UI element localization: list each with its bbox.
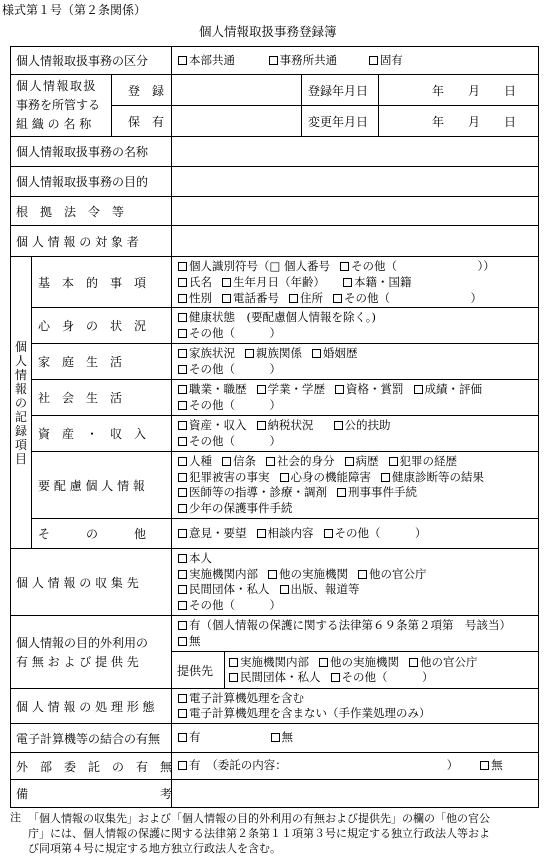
checkbox[interactable] — [333, 294, 342, 303]
option: 職業・職歴 — [189, 382, 247, 396]
purpose-out-label-line: 個人情報の目的外利用の — [16, 636, 149, 650]
basic-label: 基 本 的 事 項 — [38, 275, 147, 290]
option: 相談内容 — [267, 525, 314, 540]
other-options — [172, 519, 538, 548]
checkbox[interactable] — [280, 473, 289, 482]
provide-options — [225, 652, 538, 688]
vchar: 報 — [14, 382, 27, 396]
option: 他の実施機関 — [330, 654, 399, 669]
checkbox[interactable] — [269, 56, 278, 65]
option-honbu: 本部共通 — [189, 52, 235, 67]
mind-options — [172, 308, 538, 343]
option: 有（個人情報の保護に関する法律第６９条第２項第 号該当） — [189, 618, 511, 632]
checkbox[interactable] — [340, 262, 349, 271]
option: 電話番号 — [233, 291, 279, 305]
option: その他（ ） — [334, 525, 427, 540]
footnote-line: 「個人情報の収集先」および「個人情報の目的外利用の有無および提供先」の欄の「他の官公 — [28, 812, 490, 825]
vchar: 目 — [14, 452, 27, 466]
assets-label: 資 産 ・ 収 入 — [38, 427, 147, 441]
vchar: 情 — [14, 368, 27, 382]
option: その他（ ） — [189, 325, 281, 340]
checkbox[interactable] — [229, 658, 238, 667]
checkbox[interactable] — [178, 733, 187, 742]
option: 無 — [189, 633, 201, 648]
option: 実施機関内部 — [189, 566, 258, 581]
option: 心身の機能障害 — [290, 469, 371, 484]
checkbox[interactable] — [312, 349, 321, 358]
checkbox[interactable] — [245, 349, 254, 358]
checkbox[interactable] — [178, 457, 187, 466]
checkbox[interactable] — [222, 457, 231, 466]
checkbox[interactable] — [331, 673, 340, 682]
option: 電子計算機処理を含まない（手作業処理のみ） — [189, 706, 431, 720]
checkbox[interactable] — [178, 694, 187, 703]
option: その他（ ） — [189, 361, 281, 376]
option: その他（ ） — [189, 433, 281, 448]
checkbox[interactable] — [178, 56, 187, 65]
checkbox[interactable] — [178, 437, 187, 446]
checkbox[interactable] — [178, 529, 187, 538]
link-options — [172, 724, 538, 752]
option: 学業・学歴 — [267, 382, 325, 396]
checkbox[interactable] — [257, 529, 266, 538]
name-label: 個人情報取扱事務の名称 — [16, 145, 149, 159]
mind-label: 心 身 の 状 況 — [38, 319, 147, 333]
collection-options — [172, 549, 538, 615]
option: 出版、報道等 — [290, 582, 360, 596]
option: 公的扶助 — [344, 418, 391, 432]
checkbox[interactable] — [414, 385, 423, 394]
option: 生年月日（年齢） — [233, 275, 325, 289]
option: その他（ ） — [344, 291, 482, 305]
checkbox[interactable] — [178, 329, 187, 338]
option: 民間団体・私人 — [189, 582, 270, 596]
checkbox[interactable] — [178, 488, 187, 497]
option: 本人 — [189, 551, 212, 565]
purpose-out-label-line: 有 無 お よ び 提 供 先 — [16, 655, 139, 669]
checkbox[interactable] — [178, 585, 187, 594]
checkbox[interactable] — [480, 761, 489, 770]
checkbox[interactable] — [178, 401, 187, 410]
change-date-label: 変更年月日 — [308, 114, 369, 129]
registration-date-field[interactable]: 年 月 日 — [432, 83, 517, 98]
checkbox[interactable] — [335, 385, 344, 394]
paren-close: ） — [446, 758, 459, 773]
option: 社会的身分 — [277, 454, 335, 468]
checkbox[interactable] — [345, 457, 354, 466]
registration-date-label: 登録年月日 — [308, 83, 369, 98]
option: 意見・要望 — [189, 525, 247, 540]
checkbox[interactable] — [178, 421, 187, 430]
registered-label: 登 録 — [128, 83, 165, 98]
outsourcing-options — [172, 753, 538, 779]
option: 少年の保護事件手続 — [189, 500, 293, 515]
checkbox[interactable] — [266, 457, 275, 466]
checkbox[interactable] — [358, 570, 367, 579]
category-label: 個人情報取扱事務の区分 — [16, 54, 149, 68]
option: 本籍・国籍 — [354, 275, 412, 289]
checkbox[interactable] — [178, 709, 187, 718]
footnote — [28, 811, 490, 856]
checkbox[interactable] — [409, 658, 418, 667]
checkbox[interactable] — [178, 473, 187, 482]
org-label — [16, 77, 108, 134]
option-yes: 有 （委託の内容： — [189, 758, 287, 773]
org-label-line: 事務を所管する — [16, 98, 101, 112]
vchar: 録 — [14, 424, 27, 438]
category-options — [172, 47, 538, 74]
checkbox[interactable] — [257, 385, 266, 394]
checkbox[interactable] — [257, 421, 266, 430]
option-no: 無 — [491, 758, 503, 773]
checkbox[interactable] — [389, 457, 398, 466]
processing-label: 個 人 情 報 の 処 理 形 態 — [16, 699, 155, 714]
option: その他（ ） — [189, 397, 281, 412]
checkbox[interactable] — [222, 294, 231, 303]
option: 性別 — [189, 291, 212, 305]
checkbox[interactable] — [289, 294, 298, 303]
option: 犯罪被害の事実 — [189, 469, 270, 484]
provide-label: 提供先 — [177, 663, 214, 678]
form-number: 様式第１号（第２条関係） — [2, 3, 147, 17]
option: 資産・収入 — [189, 418, 247, 432]
option: 信条 — [233, 454, 256, 468]
other-label: そ の 他 — [38, 527, 147, 541]
checkbox[interactable] — [324, 529, 333, 538]
option: 住所 — [300, 291, 323, 305]
purpose-out-label — [16, 634, 148, 672]
held-label: 保 有 — [128, 114, 165, 129]
subject-label: 個 人 情 報 の 対 象 者 — [16, 234, 139, 249]
option: 納税状況 — [267, 418, 314, 432]
vchar: 個 — [14, 340, 27, 354]
social-options — [172, 380, 538, 415]
option: 氏名 — [189, 275, 212, 289]
link-label: 電子計算機等の結合の有無 — [16, 731, 161, 746]
footnote-line: 庁」には、個人情報の保護に関する法律第２条第１１項第３号に規定する独立行政法人等およ — [28, 827, 490, 840]
option: 医師等の指導・診療・調剤 — [189, 485, 327, 499]
option-no: 無 — [281, 730, 293, 745]
option: 民間団体・私人 — [240, 670, 321, 684]
processing-options — [172, 689, 538, 723]
checkbox[interactable] — [178, 637, 187, 646]
checkbox[interactable] — [369, 56, 378, 65]
checkbox[interactable] — [319, 658, 328, 667]
sensitive-label: 要 配 慮 個 人 情 報 — [38, 478, 145, 493]
org-label-line: 組 織 の 名 称 — [16, 117, 92, 131]
checkbox[interactable] — [178, 570, 187, 579]
vchar: の — [14, 396, 27, 410]
checkbox[interactable] — [178, 385, 187, 394]
footnote-mark: 注 — [10, 811, 21, 824]
basic-options — [172, 257, 538, 307]
checkbox[interactable] — [178, 601, 187, 610]
option: 他の官公庁 — [369, 566, 427, 581]
option-jimusho: 事務所共通 — [279, 52, 338, 67]
collection-label: 個 人 情 報 の 収 集 先 — [16, 575, 139, 590]
record-items-vertical-label — [12, 340, 30, 466]
checkbox[interactable] — [229, 673, 238, 682]
option: 人種 — [189, 454, 212, 468]
option: 親族関係 — [256, 346, 302, 360]
purpose-label: 個人情報取扱事務の目的 — [16, 175, 149, 189]
remarks-label: 備 考 — [16, 787, 173, 801]
change-date-field[interactable]: 年 月 日 — [432, 114, 517, 129]
option: その他（ ） — [341, 670, 434, 684]
checkbox[interactable] — [343, 278, 352, 287]
checkbox[interactable] — [178, 621, 187, 630]
checkbox[interactable] — [178, 554, 187, 563]
checkbox[interactable] — [222, 278, 231, 287]
assets-options — [172, 416, 538, 451]
checkbox[interactable] — [280, 585, 289, 594]
vchar: 人 — [14, 354, 27, 368]
org-label-line: 個人情報取扱 — [16, 79, 98, 93]
sensitive-options — [172, 452, 538, 518]
checkbox[interactable] — [271, 733, 280, 742]
checkbox[interactable] — [178, 294, 187, 303]
option: 個人識別符号（□ 個人番号 — [189, 259, 331, 273]
option: 健康診断等の結果 — [392, 469, 484, 484]
option: 家族状況 — [189, 346, 235, 360]
option: 犯罪の経歴 — [399, 454, 457, 468]
purpose-out-options — [172, 616, 538, 651]
checkbox[interactable] — [337, 488, 346, 497]
vchar: 記 — [14, 410, 27, 424]
option-yes: 有 — [189, 730, 201, 745]
family-options — [172, 344, 538, 379]
option-koyu: 固有 — [379, 52, 403, 67]
option: その他（ ） — [189, 597, 281, 612]
option: その他（ ）） — [351, 259, 495, 273]
checkbox[interactable] — [178, 349, 187, 358]
option: 他の実施機関 — [279, 566, 348, 581]
outsourcing-label: 外 部 委 託 の 有 無 — [16, 759, 173, 774]
option: 婚姻歴 — [323, 346, 358, 360]
checkbox[interactable] — [334, 421, 343, 430]
option: 刑事事件手続 — [348, 485, 417, 499]
option: 他の官公庁 — [420, 654, 478, 669]
family-label: 家 庭 生 活 — [38, 355, 123, 369]
footnote-line: び同項第４号に規定する地方独立行政法人を含む。 — [28, 842, 281, 855]
vchar: 項 — [14, 438, 27, 452]
option: 実施機関内部 — [240, 654, 309, 669]
checkbox[interactable] — [178, 365, 187, 374]
checkbox[interactable] — [381, 473, 390, 482]
option: 病歴 — [355, 454, 379, 468]
social-label: 社 会 生 活 — [38, 391, 123, 405]
checkbox[interactable] — [268, 570, 277, 579]
checkbox[interactable] — [178, 313, 187, 322]
law-label: 根 拠 法 令 等 — [16, 204, 125, 219]
option: 成績・評価 — [424, 382, 482, 396]
checkbox[interactable] — [178, 262, 187, 271]
option: 資格・賞罰 — [346, 382, 404, 396]
checkbox[interactable] — [178, 761, 187, 770]
checkbox[interactable] — [178, 278, 187, 287]
option: 電子計算機処理を含む — [189, 690, 304, 705]
option: 健康状態 (要配慮個人情報を除く。) — [189, 310, 376, 324]
checkbox[interactable] — [178, 504, 187, 513]
page-title: 個人情報取扱事務登録簿 — [199, 24, 337, 39]
